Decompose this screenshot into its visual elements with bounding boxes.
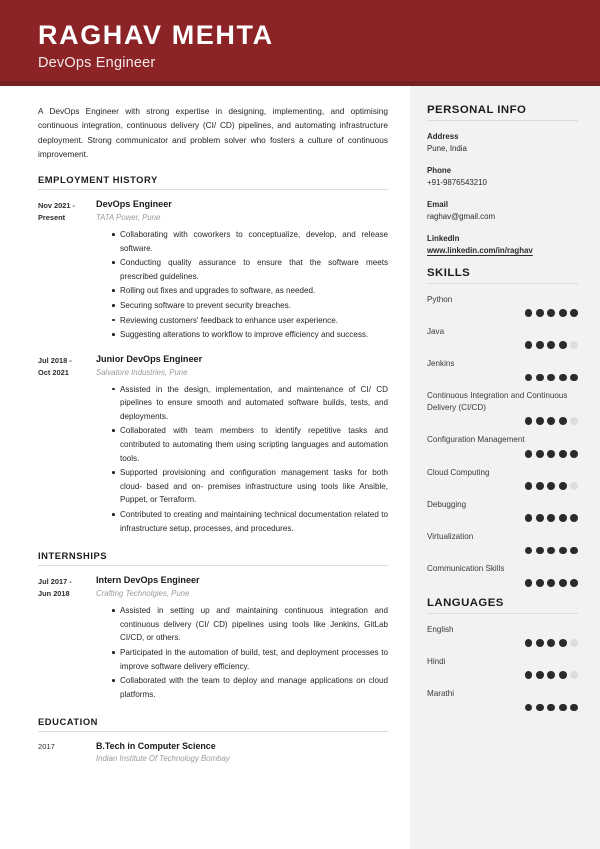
level-dot-filled (536, 482, 544, 490)
skill-item (427, 531, 586, 554)
skill-item (427, 434, 586, 457)
level-dot-filled (559, 341, 567, 349)
level-dot-filled (547, 639, 555, 647)
personal-info-item (427, 233, 586, 257)
level-dot-filled (559, 639, 567, 647)
level-dot-filled (525, 309, 533, 317)
skill-item (427, 390, 586, 425)
skill-level-dots (427, 374, 586, 382)
entry-date-start: Nov 2021 - (38, 201, 75, 211)
entry-date-end: Oct 2021 (38, 367, 69, 377)
level-dot-empty (570, 639, 578, 647)
skill-level-dots (427, 514, 586, 522)
language-item (427, 688, 586, 711)
skill-label: Virtualization (427, 532, 474, 542)
entry-date-start: Jul 2018 - (38, 355, 72, 365)
level-dot-filled (536, 417, 544, 425)
level-dot-filled (525, 374, 533, 382)
level-dot-filled (547, 309, 555, 317)
language-level-dots (427, 704, 586, 712)
section-heading-education: EDUCATION (38, 716, 388, 732)
level-dot-filled (570, 579, 578, 587)
education-year: 2017 (38, 742, 55, 752)
entry-body (96, 354, 388, 536)
language-item (427, 656, 586, 679)
entry-bullet: Assisted in setting up and maintaining continuous integration and continuous delivery (CI/ CD) pipelines using tools like Jenkins, GitLab CI/CD, or others. (112, 604, 388, 645)
level-dot-filled (525, 671, 533, 679)
entry-bullet: Collaborated with team members to identify repetitive tasks and contributed to automating them using scripting languages and automation tools. (112, 424, 388, 465)
level-dot-filled (570, 374, 578, 382)
skill-label: Debugging (427, 499, 467, 509)
sidebar-heading-personal-info: PERSONAL INFO (427, 104, 578, 121)
skill-label: Java (427, 326, 445, 336)
personal-info-list (427, 131, 586, 257)
skill-level-dots (427, 450, 586, 458)
level-dot-filled (525, 417, 533, 425)
sidebar-heading-skills: SKILLS (427, 267, 578, 284)
language-level-dots (427, 639, 586, 647)
skill-label: Communication Skills (427, 564, 505, 574)
level-dot-filled (547, 341, 555, 349)
level-dot-filled (570, 547, 578, 555)
entry-company-name: Crafting Technolgies, Pune (96, 589, 190, 599)
experience-entry (38, 575, 388, 702)
skill-item (427, 326, 586, 349)
level-dot-filled (559, 417, 567, 425)
level-dot-filled (525, 704, 533, 712)
candidate-name: RAGHAV MEHTA (38, 20, 274, 50)
language-label: Hindi (427, 656, 446, 666)
level-dot-empty (570, 671, 578, 679)
entry-company-name: Salvatore Industries, Pune (96, 367, 188, 377)
level-dot-filled (570, 514, 578, 522)
entry-date-range (38, 354, 96, 536)
section-heading-employment: EMPLOYMENT HISTORY (38, 174, 388, 190)
level-dot-filled (559, 704, 567, 712)
level-dot-filled (559, 579, 567, 587)
personal-info-item (427, 131, 586, 155)
entry-body (96, 575, 388, 702)
experience-entry (38, 354, 388, 536)
level-dot-filled (547, 374, 555, 382)
entry-bullet: Supported provisioning and configuration management tasks for both cloud- based and on- premises infrastructure using tools like Ansible, Puppet, or Terraform. (112, 466, 388, 507)
skill-level-dots (427, 341, 586, 349)
level-dot-filled (547, 704, 555, 712)
entry-bullet-list (96, 383, 388, 536)
personal-info-value: +91-9876543210 (427, 178, 487, 188)
entry-date-range (38, 575, 96, 702)
entry-bullet: Contributed to creating and maintaining technical documentation related to infrastructure setup, processes, and procedures. (112, 508, 388, 535)
level-dot-filled (547, 417, 555, 425)
education-list (38, 741, 388, 763)
level-dot-filled (559, 482, 567, 490)
skill-label: Python (427, 294, 453, 304)
main-column (0, 86, 410, 849)
level-dot-filled (525, 514, 533, 522)
entry-bullet: Rolling out fixes and upgrades to software, as needed. (112, 284, 388, 298)
skill-label: Configuration Management (427, 435, 525, 445)
skill-label: Cloud Computing (427, 467, 490, 477)
personal-info-label: Address (427, 132, 459, 141)
skill-level-dots (427, 309, 586, 317)
level-dot-filled (536, 579, 544, 587)
skill-level-dots (427, 547, 586, 555)
skill-item (427, 499, 586, 522)
level-dot-filled (559, 450, 567, 458)
sidebar-heading-languages: LANGUAGES (427, 597, 578, 614)
level-dot-empty (570, 341, 578, 349)
skill-label: Jenkins (427, 359, 455, 369)
skill-item (427, 467, 586, 490)
sidebar-column (410, 86, 600, 849)
skill-level-dots (427, 417, 586, 425)
entry-bullet-list (96, 604, 388, 701)
entry-role-title: Intern DevOps Engineer (96, 575, 200, 586)
experience-entry (38, 199, 388, 343)
skill-item (427, 563, 586, 586)
level-dot-filled (547, 450, 555, 458)
entry-body (96, 199, 388, 343)
level-dot-filled (559, 309, 567, 317)
level-dot-filled (525, 482, 533, 490)
education-degree: B.Tech in Computer Science (96, 741, 216, 752)
entry-bullet: Collaborated with the team to deploy and manage applications on cloud platforms. (112, 674, 388, 701)
level-dot-filled (536, 547, 544, 555)
skill-item (427, 294, 586, 317)
level-dot-filled (525, 341, 533, 349)
level-dot-filled (536, 309, 544, 317)
personal-info-label: LinkedIn (427, 233, 460, 243)
professional-summary: A DevOps Engineer with strong expertise in designing, implementing, and optimising continuous integration, continuous delivery (CI/ CD) pipelines, and automating infrastructure deployment. Strong communicator and problem solver who fosters a culture of continuous improvement. (38, 106, 388, 159)
personal-info-item (427, 199, 586, 223)
level-dot-filled (570, 450, 578, 458)
level-dot-filled (547, 482, 555, 490)
level-dot-filled (570, 309, 578, 317)
level-dot-filled (570, 704, 578, 712)
personal-info-value: Pune, India (427, 144, 467, 154)
language-item (427, 624, 586, 647)
skill-label: Continuous Integration and Continuous Delivery (CI/CD) (427, 391, 568, 412)
level-dot-filled (547, 671, 555, 679)
entry-bullet: Participated in the automation of build, test, and deployment processes to improve software delivery efficiency. (112, 646, 388, 673)
section-heading-internships: INTERNSHIPS (38, 550, 388, 566)
level-dot-filled (536, 450, 544, 458)
level-dot-empty (570, 417, 578, 425)
level-dot-filled (559, 671, 567, 679)
personal-info-link[interactable]: www.linkedin.com/in/raghav (427, 246, 533, 256)
level-dot-filled (525, 579, 533, 587)
entry-company-name: TATA Power, Pune (96, 212, 161, 222)
level-dot-filled (525, 450, 533, 458)
internship-list (38, 575, 388, 702)
education-entry (38, 741, 388, 763)
languages-list (427, 624, 586, 712)
entry-date-range (38, 199, 96, 343)
entry-bullet: Securing software to prevent security breaches. (112, 299, 388, 313)
skill-level-dots (427, 579, 586, 587)
entry-bullet: Collaborating with coworkers to conceptualize, develop, and release software. (112, 228, 388, 255)
language-level-dots (427, 671, 586, 679)
skills-list (427, 294, 586, 587)
personal-info-label: Email (427, 199, 449, 209)
entry-role-title: DevOps Engineer (96, 199, 172, 210)
level-dot-filled (525, 547, 533, 555)
entry-bullet: Suggesting alterations to workflow to improve efficiency and success. (112, 328, 388, 342)
skill-level-dots (427, 482, 586, 490)
entry-date-start: Jul 2017 - (38, 577, 72, 587)
level-dot-filled (536, 341, 544, 349)
entry-date-end: Present (38, 213, 66, 223)
entry-bullet: Assisted in the design, implementation, and maintenance of CI/ CD pipelines to ensure smooth and automated software builds, tests, and deployments. (112, 383, 388, 424)
entry-bullet-list (96, 228, 388, 342)
level-dot-filled (525, 639, 533, 647)
level-dot-filled (559, 547, 567, 555)
language-label: English (427, 624, 454, 634)
level-dot-filled (547, 579, 555, 587)
entry-bullet: Reviewing customers' feedback to enhance user experience. (112, 314, 388, 328)
level-dot-empty (570, 482, 578, 490)
employment-list (38, 199, 388, 536)
entry-bullet: Conducting quality assurance to ensure that the software meets prescribed guidelines. (112, 256, 388, 283)
candidate-job-title: DevOps Engineer (38, 55, 156, 72)
entry-date-end: Jun 2018 (38, 589, 70, 599)
education-school: Indian Institute Of Technology Bombay (96, 754, 230, 764)
entry-role-title: Junior DevOps Engineer (96, 353, 203, 364)
personal-info-value: raghav@gmail.com (427, 212, 496, 222)
level-dot-filled (559, 374, 567, 382)
level-dot-filled (536, 374, 544, 382)
personal-info-item (427, 165, 586, 189)
language-label: Marathi (427, 689, 454, 699)
level-dot-filled (536, 514, 544, 522)
education-body (96, 741, 230, 763)
level-dot-filled (559, 514, 567, 522)
resume-header (0, 0, 600, 86)
level-dot-filled (536, 671, 544, 679)
level-dot-filled (547, 547, 555, 555)
level-dot-filled (547, 514, 555, 522)
personal-info-label: Phone (427, 165, 452, 175)
level-dot-filled (536, 704, 544, 712)
skill-item (427, 358, 586, 381)
level-dot-filled (536, 639, 544, 647)
